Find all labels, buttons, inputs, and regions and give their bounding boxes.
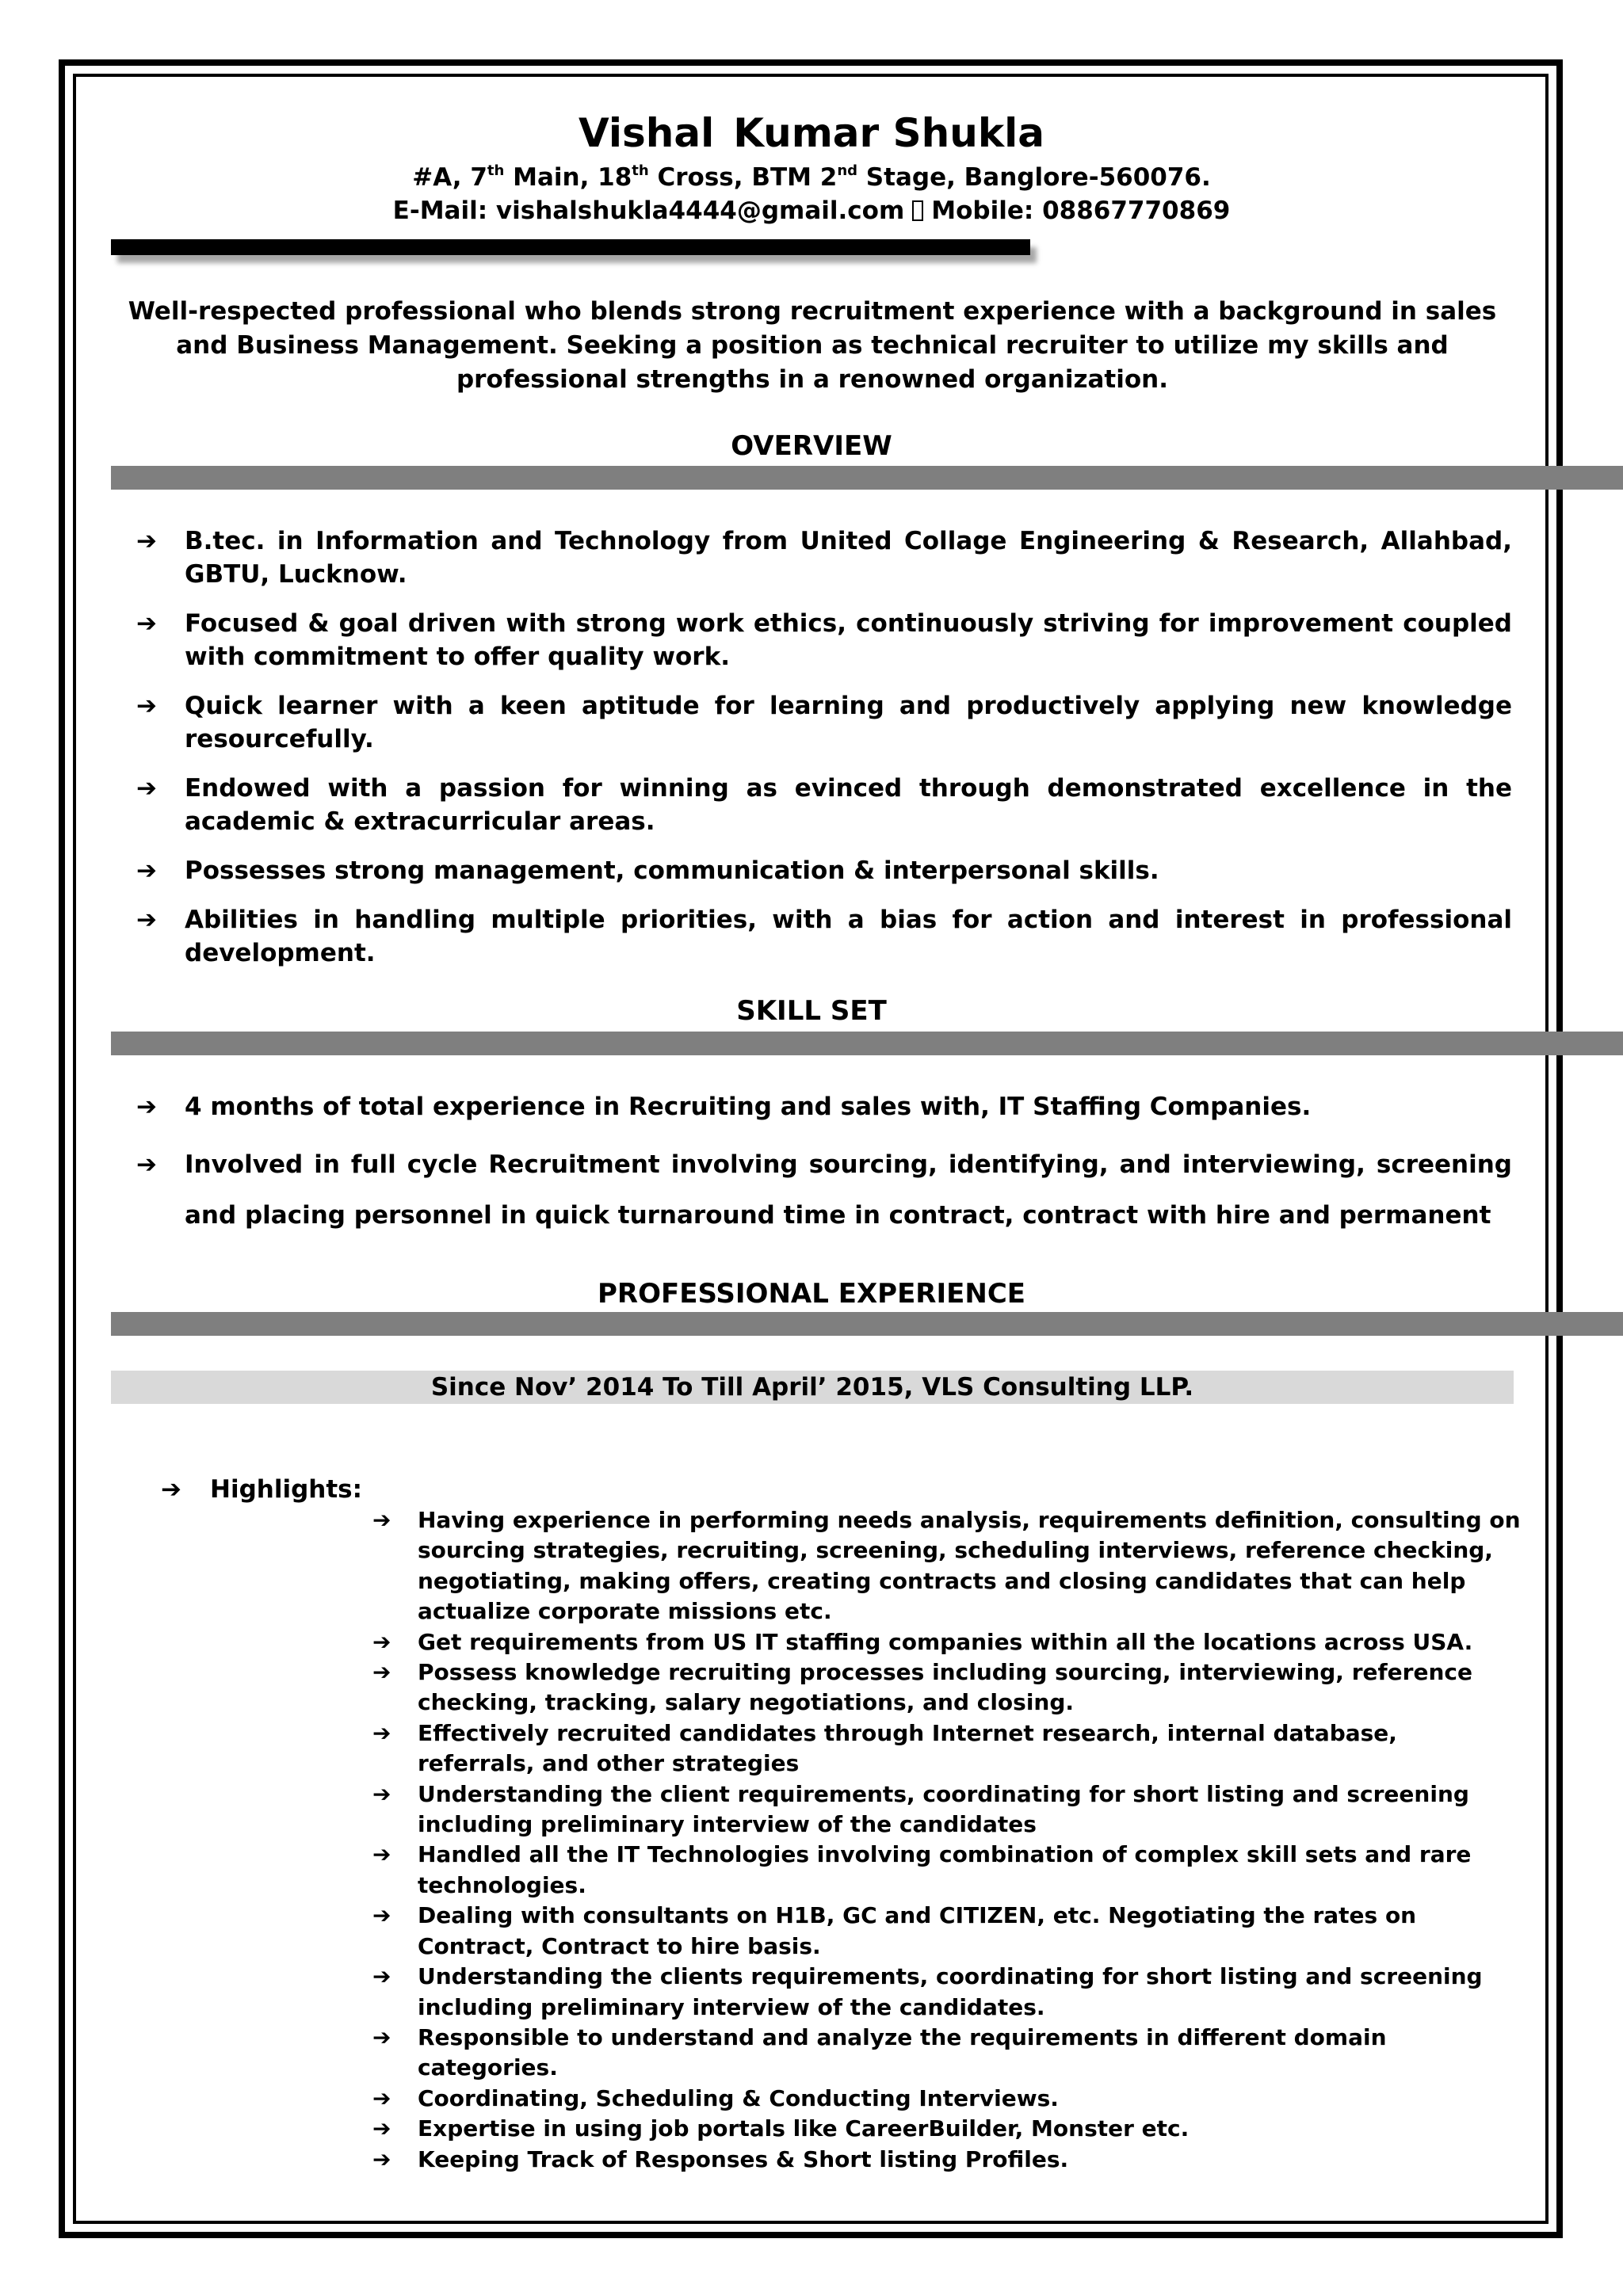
- arrow-right-icon: ➔: [372, 2023, 391, 2050]
- list-item-text: Keeping Track of Responses & Short listing Profiles.: [418, 2145, 1069, 2172]
- arrow-right-icon: ➔: [136, 692, 157, 720]
- list-item-text: Coordinating, Scheduling & Conducting Interviews.: [418, 2084, 1059, 2111]
- list-item: [136, 1139, 1512, 1241]
- list-item-text: Understanding the client requirements, coordinating for short listing and screening including preliminary interview of the candidates: [418, 1780, 1469, 1838]
- skills-title: SKILL SET: [736, 995, 887, 1027]
- contact-line: [0, 195, 1623, 227]
- experience-divider: [111, 1312, 1623, 1336]
- email-text: E-Mail: vishalshukla4444@gmail.com: [392, 196, 905, 225]
- separator-box-icon: [912, 200, 923, 221]
- list-item-text: Dealing with consultants on H1B, GC and CITIZEN, etc. Negotiating the rates on Contract, Contract to hire basis.: [418, 1902, 1417, 1959]
- header-divider-bar: [111, 239, 1030, 255]
- list-item-text: Expertise in using job portals like CareerBuilder, Monster etc.: [418, 2115, 1190, 2142]
- list-item-text: Responsible to understand and analyze the requirements in different domain categories.: [418, 2023, 1387, 2081]
- arrow-right-icon: ➔: [372, 2084, 391, 2111]
- list-item: [136, 772, 1512, 838]
- skills-divider: [111, 1032, 1623, 1055]
- arrow-right-icon: ➔: [136, 1093, 157, 1121]
- arrow-right-icon: ➔: [372, 1507, 391, 1533]
- list-item-text: Possesses strong management, communication & interpersonal skills.: [185, 856, 1159, 885]
- summary-text: Well-respected professional who blends strong recruitment experience with a background in sales and Business Management. Seeking a position as technical recruiter to utilize my skills and professional strengths in a renowned organization.: [128, 297, 1497, 394]
- list-item: [136, 524, 1512, 591]
- list-item: [136, 854, 1512, 887]
- arrow-right-icon: ➔: [372, 1963, 391, 1990]
- address-part: Cross, BTM 2: [648, 163, 838, 192]
- arrow-right-icon: ➔: [136, 774, 157, 803]
- overview-title: OVERVIEW: [731, 430, 892, 462]
- arrow-right-icon: ➔: [136, 1150, 157, 1179]
- list-item-text: Abilities in handling multiple priorities, with a bias for action and interest in professional development.: [185, 906, 1512, 967]
- list-item-text: Endowed with a passion for winning as evinced through demonstrated excellence in the academic & extracurricular areas.: [185, 774, 1512, 836]
- list-item-text: Having experience in performing needs analysis, requirements definition, consulting on sourcing strategies, recruiting, screening, scheduling interviews, reference checking, negotiating, making offers, creating contracts and closing candidates that can help actualize corporate missions etc.: [418, 1507, 1521, 1625]
- list-item: [372, 1962, 1522, 2023]
- address-sup: th: [632, 162, 649, 179]
- name-first: Vishal: [579, 110, 715, 156]
- list-item: [372, 1627, 1522, 1657]
- list-item: [136, 1090, 1512, 1123]
- address-part: #A, 7: [412, 163, 487, 192]
- list-item: [372, 1779, 1522, 1840]
- arrow-right-icon: ➔: [372, 2115, 391, 2142]
- list-item-text: Handled all the IT Technologies involving combination of complex skill sets and rare technologies.: [418, 1841, 1472, 1898]
- highlights-label: Highlights:: [210, 1475, 363, 1504]
- list-item: [372, 2023, 1522, 2084]
- list-item: [372, 1505, 1522, 1627]
- list-item: [372, 2084, 1522, 2114]
- list-item-text: B.tec. in Information and Technology from United Collage Engineering & Research, Allahbad, GBTU, Lucknow.: [185, 527, 1512, 589]
- arrow-right-icon: ➔: [372, 1719, 391, 1746]
- arrow-right-icon: ➔: [372, 1841, 391, 1868]
- arrow-right-icon: ➔: [372, 1780, 391, 1807]
- list-item-text: Focused & goal driven with strong work ethics, continuously striving for improvement coupled with commitment to offer quality work.: [185, 609, 1512, 671]
- address-sup: nd: [837, 162, 858, 179]
- address: [0, 162, 1623, 193]
- highlights-heading: [161, 1474, 362, 1505]
- arrow-right-icon: ➔: [372, 1628, 391, 1655]
- list-item-text: Effectively recruited candidates through Internet research, internal database, referrals, and other strategies: [418, 1719, 1397, 1777]
- list-item-text: Involved in full cycle Recruitment involving sourcing, identifying, and interviewing, screening and placing personnel in quick turnaround time in contract, contract with hire and permanent: [185, 1150, 1512, 1230]
- arrow-right-icon: ➔: [372, 1659, 391, 1686]
- arrow-right-icon: ➔: [372, 1902, 391, 1929]
- arrow-right-icon: ➔: [136, 609, 157, 638]
- name-rest: Kumar Shukla: [733, 110, 1044, 156]
- address-part: Main, 18: [504, 163, 632, 192]
- list-item: [372, 1901, 1522, 1962]
- overview-list: [136, 524, 1512, 986]
- candidate-name: [0, 109, 1623, 157]
- mobile-text: Mobile: 08867770869: [931, 196, 1231, 225]
- list-item-text: 4 months of total experience in Recruiting and sales with, IT Staffing Companies.: [185, 1093, 1312, 1121]
- address-sup: th: [487, 162, 505, 179]
- list-item-text: Quick learner with a keen aptitude for learning and productively applying new knowledge resourcefully.: [185, 692, 1512, 753]
- list-item: [372, 1657, 1522, 1718]
- list-item-text: Possess knowledge recruiting processes including sourcing, interviewing, reference checking, tracking, salary negotiations, and closing.: [418, 1659, 1472, 1716]
- list-item: [136, 903, 1512, 970]
- list-item: [372, 2114, 1522, 2144]
- highlights-list: [372, 1505, 1522, 2175]
- list-item-text: Get requirements from US IT staffing companies within all the locations across USA.: [418, 1628, 1473, 1655]
- list-item: [372, 2145, 1522, 2175]
- list-item: [136, 689, 1512, 756]
- list-item: [372, 1718, 1522, 1779]
- arrow-right-icon: ➔: [136, 906, 157, 934]
- job-period-banner: Since Nov’ 2014 To Till April’ 2015, VLS Consulting LLP.: [111, 1371, 1514, 1404]
- list-item-text: Understanding the clients requirements, coordinating for short listing and screening including preliminary interview of the candidates.: [418, 1963, 1483, 2020]
- address-part: Stage, Banglore-560076.: [857, 163, 1211, 192]
- list-item: [372, 1840, 1522, 1901]
- overview-divider: [111, 466, 1623, 490]
- arrow-right-icon: ➔: [136, 527, 157, 555]
- arrow-right-icon: ➔: [161, 1475, 181, 1504]
- experience-title: PROFESSIONAL EXPERIENCE: [598, 1278, 1025, 1310]
- arrow-right-icon: ➔: [136, 856, 157, 885]
- arrow-right-icon: ➔: [372, 2145, 391, 2172]
- skills-list: [136, 1090, 1512, 1257]
- list-item: [136, 607, 1512, 673]
